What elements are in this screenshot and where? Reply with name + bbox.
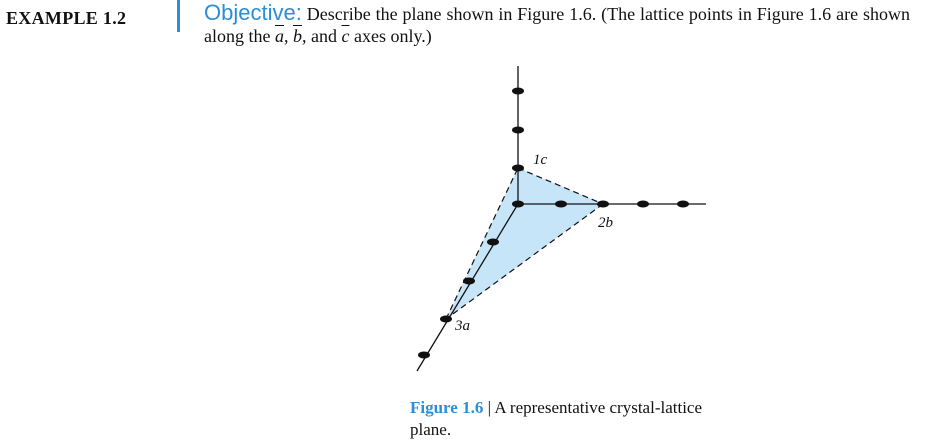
- vector-c-symbol: $\overline{c}$: [341, 26, 350, 46]
- lattice-point-b2: [597, 201, 609, 208]
- lattice-point-c3: [512, 88, 524, 95]
- lattice-point-a2: [463, 278, 475, 285]
- lattice-point-origin: [512, 201, 524, 208]
- axis-label-3a: 3a: [455, 318, 470, 334]
- caption-separator: |: [483, 398, 495, 417]
- lattice-point-b3: [637, 201, 649, 208]
- axis-label-1c: 1c: [533, 152, 548, 168]
- lattice-plane-triangle: [446, 168, 603, 319]
- objective-separator-2: , and: [301, 26, 342, 46]
- lattice-point-b4: [677, 201, 689, 208]
- caption-text: A representative crystal-lattice plane.: [410, 398, 703, 439]
- objective-separator-1: ,: [283, 26, 293, 46]
- lattice-point-c2: [512, 127, 524, 134]
- lattice-point-b1: [555, 201, 567, 208]
- objective-keyword: Objective:: [204, 0, 302, 25]
- caption-label: Figure 1.6: [410, 398, 484, 417]
- lattice-point-a4: [418, 352, 430, 359]
- a-axis-line: [417, 204, 518, 371]
- lattice-point-a1: [487, 239, 499, 246]
- lattice-point-c1: [512, 165, 524, 172]
- figure-caption: [410, 397, 710, 441]
- lattice-point-a3: [440, 316, 452, 323]
- example-label: EXAMPLE 1.2: [6, 8, 127, 28]
- objective-text-part1: Describe the plane shown in Figure 1.6. (The lattice points in Figure 1.6 are shown along the: [204, 4, 910, 46]
- objective-text-part2: axes only.): [349, 26, 432, 46]
- axis-label-2b: 2b: [598, 215, 613, 231]
- vector-a-symbol: $\overline{a}$: [274, 26, 284, 46]
- vector-b-symbol: $\overline{b}$: [292, 26, 302, 46]
